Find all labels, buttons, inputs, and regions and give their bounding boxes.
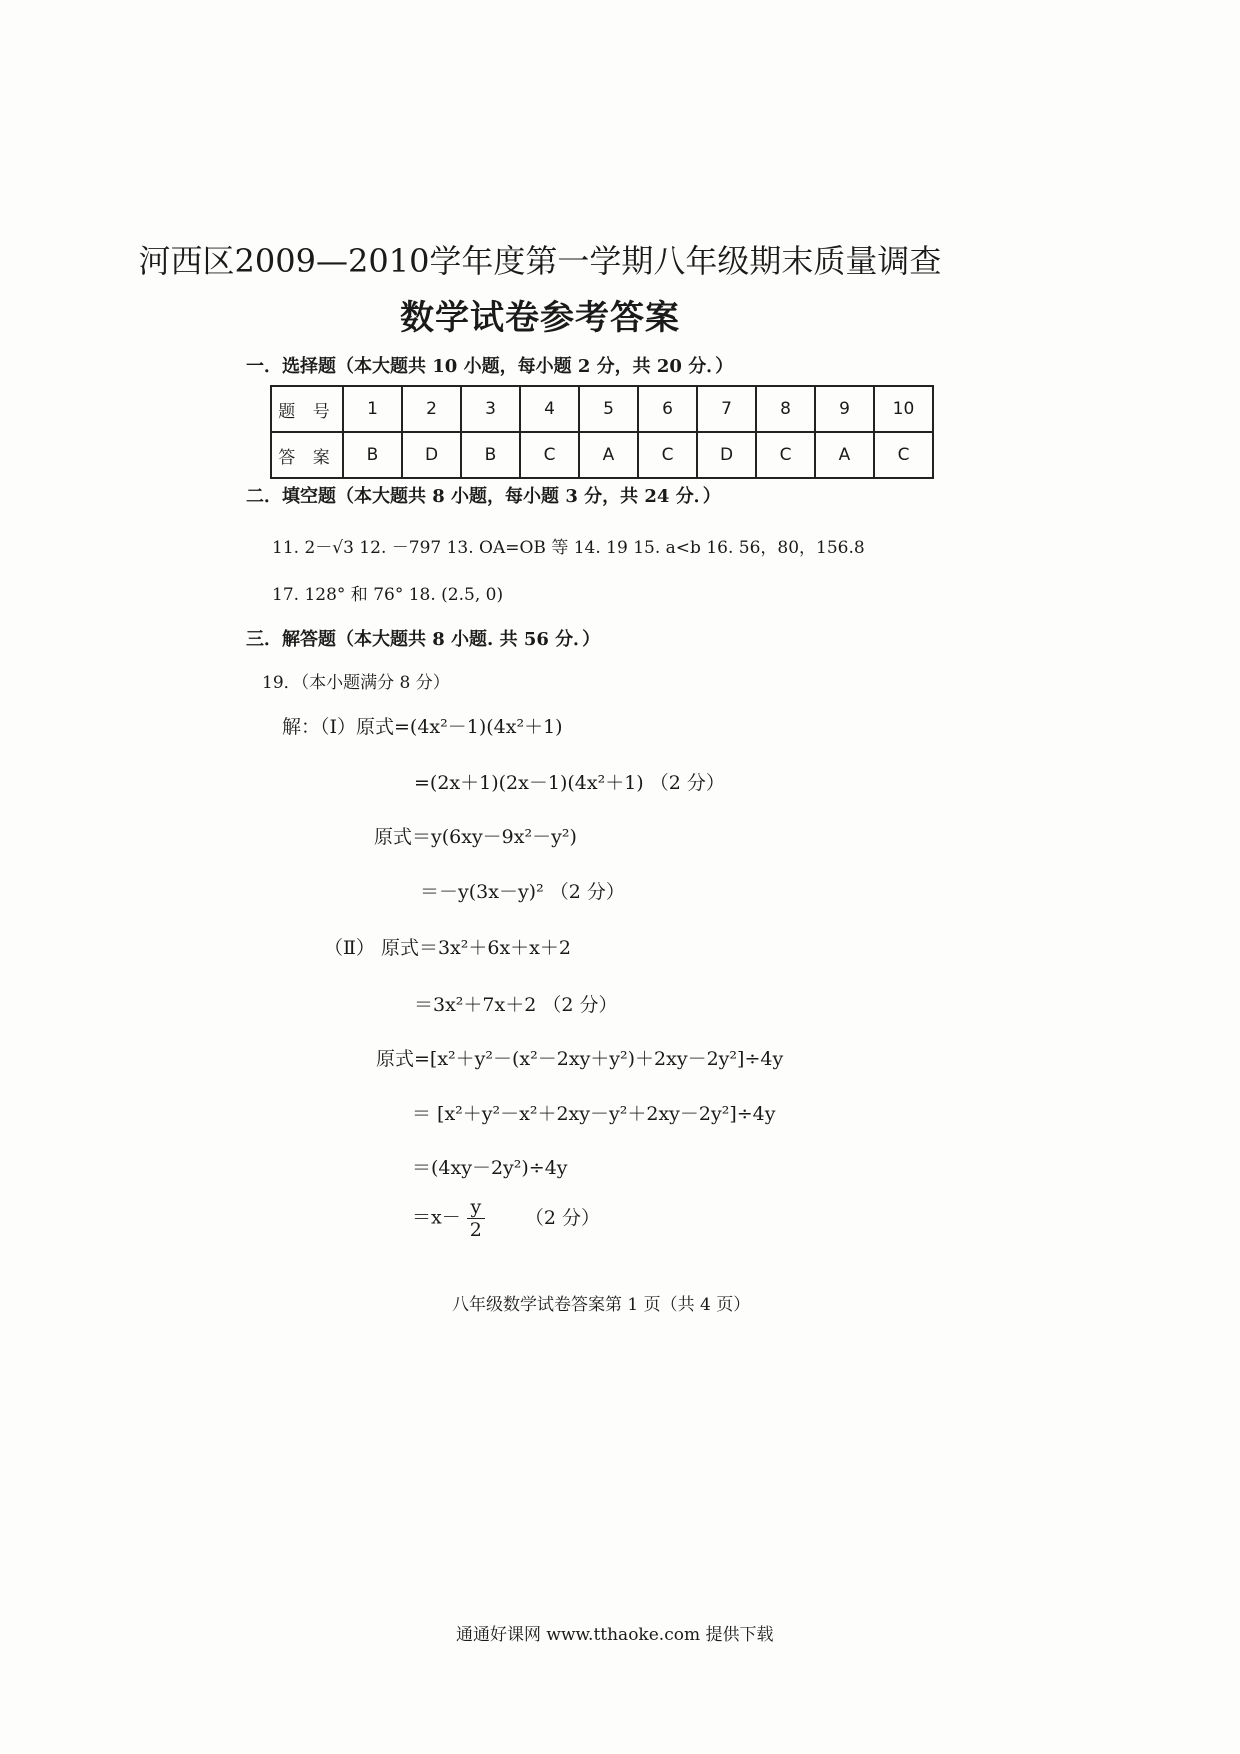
solution-line-10-score: （2 分）	[524, 1206, 601, 1229]
fill-in-answers-line-2: 17. 128° 和 76° 18. (2.5, 0)	[272, 585, 504, 605]
document-subtitle: 数学试卷参考答案	[400, 298, 680, 338]
table-cell: B	[343, 432, 402, 478]
solution-line-6: ＝3x²＋7x＋2 （2 分）	[414, 994, 618, 1016]
table-cell: 1	[343, 386, 402, 432]
solution-line-5: （Ⅱ） 原式＝3x²＋6x＋x＋2	[324, 937, 571, 959]
table-cell: D	[402, 432, 461, 478]
solution-line-3: 原式＝y(6xy－9x²－y²)	[374, 826, 577, 848]
source-footer: 通通好课网 www.tthaoke.com 提供下载	[456, 1625, 774, 1645]
table-row	[271, 386, 933, 432]
table-cell: 8	[756, 386, 815, 432]
table-cell: C	[874, 432, 933, 478]
fraction	[467, 1196, 485, 1241]
page-number: 八年级数学试卷答案第 1 页（共 4 页）	[452, 1295, 751, 1315]
section-3-heading: 三．解答题（本大题共 8 小题. 共 56 分．）	[246, 629, 601, 650]
table-cell: C	[756, 432, 815, 478]
solution-line-1: 解：（Ⅰ）原式=(4x²－1)(4x²＋1)	[282, 716, 563, 738]
table-cell: 6	[638, 386, 697, 432]
solution-line-2: =(2x＋1)(2x－1)(4x²＋1) （2 分）	[414, 772, 725, 794]
solution-line-10	[412, 1196, 600, 1241]
fill-in-answers-line-1: 11. 2－√3 12. －797 13. OA=OB 等 14. 19 15. a<b 16. 56，80，156.8	[272, 538, 865, 558]
section-1-heading: 一．选择题（本大题共 10 小题，每小题 2 分，共 20 分．）	[246, 356, 734, 377]
table-cell: 2	[402, 386, 461, 432]
fraction-numerator: y	[467, 1196, 485, 1219]
document-title: 河西区2009—2010学年度第一学期八年级期末质量调查	[138, 242, 942, 280]
table-cell: 9	[815, 386, 874, 432]
solution-line-7: 原式=[x²＋y²－(x²－2xy＋y²)＋2xy－2y²]÷4y	[376, 1048, 784, 1070]
fraction-denominator: 2	[469, 1219, 482, 1241]
table-cell: 4	[520, 386, 579, 432]
question-19-heading: 19．（本小题满分 8 分）	[262, 673, 450, 693]
table-cell: 5	[579, 386, 638, 432]
table-row-label: 答 案	[271, 432, 343, 478]
table-cell: A	[579, 432, 638, 478]
table-cell: C	[638, 432, 697, 478]
table-cell: C	[520, 432, 579, 478]
table-cell: 10	[874, 386, 933, 432]
solution-line-9: ＝(4xy－2y²)÷4y	[412, 1157, 568, 1179]
solution-line-8: ＝ [x²＋y²－x²＋2xy－y²＋2xy－2y²]÷4y	[412, 1103, 776, 1125]
table-row-label: 题 号	[271, 386, 343, 432]
table-cell: B	[461, 432, 520, 478]
table-row	[271, 432, 933, 478]
table-cell: A	[815, 432, 874, 478]
answer-table	[270, 385, 934, 479]
table-cell: D	[697, 432, 756, 478]
solution-line-4: ＝－y(3x－y)² （2 分）	[420, 881, 625, 903]
section-2-heading: 二．填空题（本大题共 8 小题，每小题 3 分，共 24 分．）	[246, 486, 721, 507]
solution-line-10-prefix: ＝x－	[412, 1206, 461, 1229]
table-cell: 7	[697, 386, 756, 432]
table-cell: 3	[461, 386, 520, 432]
